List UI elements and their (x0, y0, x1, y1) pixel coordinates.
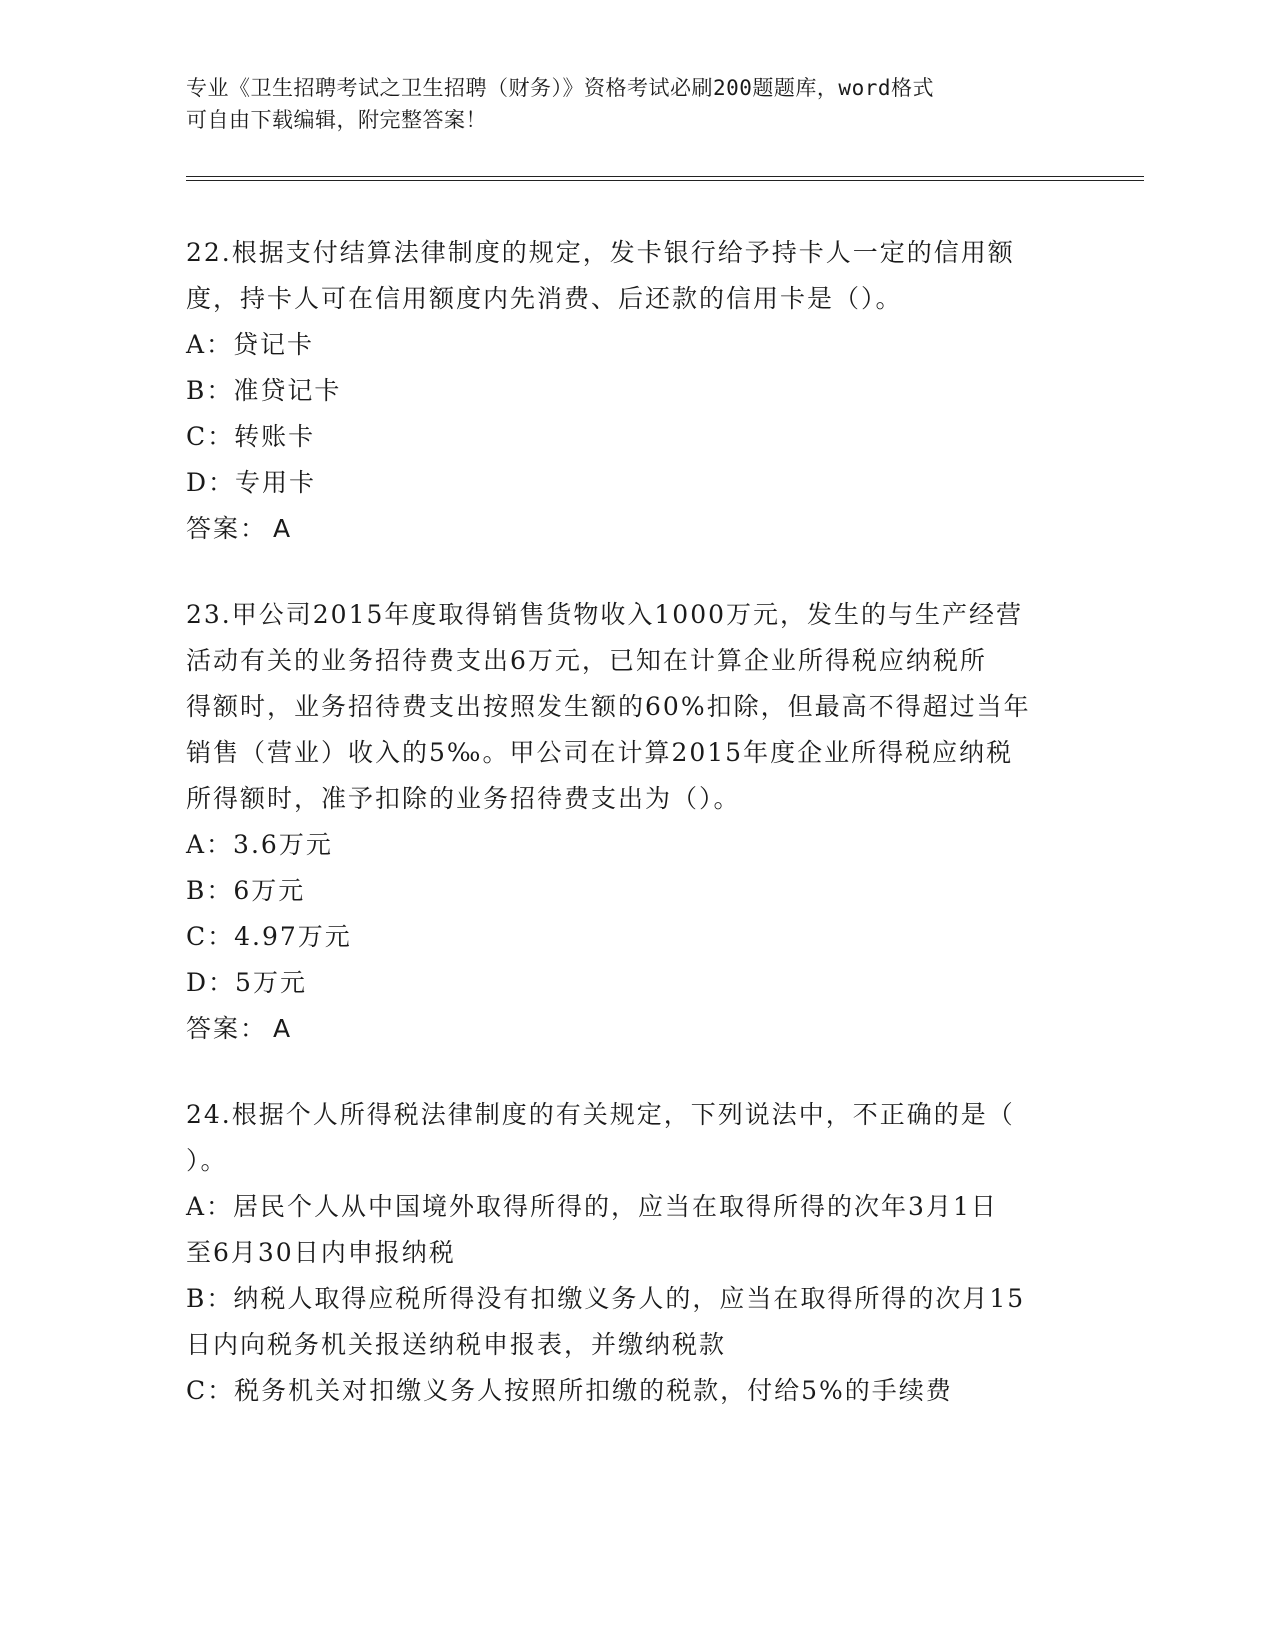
option-a-continued: 至6月30日内申报纳税 (186, 1238, 456, 1267)
header-line-2: 可自由下载编辑，附完整答案！ (186, 108, 487, 132)
question-stem-line: 度，持卡人可在信用额度内先消费、后还款的信用卡是（）。 (186, 284, 903, 313)
page-header (186, 72, 1066, 136)
option-b: B：6万元 (186, 876, 306, 905)
question-stem-line: 24.根据个人所得税法律制度的有关规定，下列说法中，不正确的是（ (186, 1100, 1015, 1129)
question-stem-line: 销售（营业）收入的5‰。甲公司在计算2015年度企业所得税应纳税 (186, 738, 1014, 767)
option-c: C：4.97万元 (186, 922, 352, 951)
option-a: A：居民个人从中国境外取得所得的，应当在取得所得的次年3月1日 (186, 1192, 998, 1221)
option-c: C：税务机关对扣缴义务人按照所扣缴的税款，付给5%的手续费 (186, 1376, 953, 1405)
question-24 (186, 1092, 1086, 1414)
question-stem-line: ）。 (186, 1146, 228, 1175)
option-c: C：转账卡 (186, 422, 316, 451)
question-stem-line: 23.甲公司2015年度取得销售货物收入1000万元，发生的与生产经营 (186, 600, 1024, 629)
answer (186, 1006, 1086, 1052)
header-line-1: 专业《卫生招聘考试之卫生招聘（财务）》资格考试必刷200题题库，word格式 (186, 76, 934, 100)
answer-value: A (273, 514, 293, 543)
option-b-continued: 日内向税务机关报送纳税申报表，并缴纳税款 (186, 1330, 727, 1359)
option-b: B：准贷记卡 (186, 376, 342, 405)
question-list (186, 230, 1086, 1454)
option-d: D：专用卡 (186, 468, 317, 497)
option-a: A：贷记卡 (186, 330, 315, 359)
header-divider (186, 176, 1144, 181)
question-22 (186, 230, 1086, 552)
question-stem-line: 所得额时，准予扣除的业务招待费支出为（）。 (186, 784, 741, 813)
answer-value: A (273, 1014, 293, 1043)
option-d: D：5万元 (186, 968, 307, 997)
option-a: A：3.6万元 (186, 830, 333, 859)
option-b: B：纳税人取得应税所得没有扣缴义务人的，应当在取得所得的次月15 (186, 1284, 1026, 1313)
answer-label: 答案： (186, 1014, 268, 1043)
question-stem-line: 活动有关的业务招待费支出6万元，已知在计算企业所得税应纳税所 (186, 646, 987, 675)
question-stem-line: 22.根据支付结算法律制度的规定，发卡银行给予持卡人一定的信用额 (186, 238, 1015, 267)
question-23 (186, 592, 1086, 1052)
answer-label: 答案： (186, 514, 268, 543)
answer (186, 506, 1086, 552)
question-stem-line: 得额时，业务招待费支出按照发生额的60%扣除，但最高不得超过当年 (186, 692, 1031, 721)
